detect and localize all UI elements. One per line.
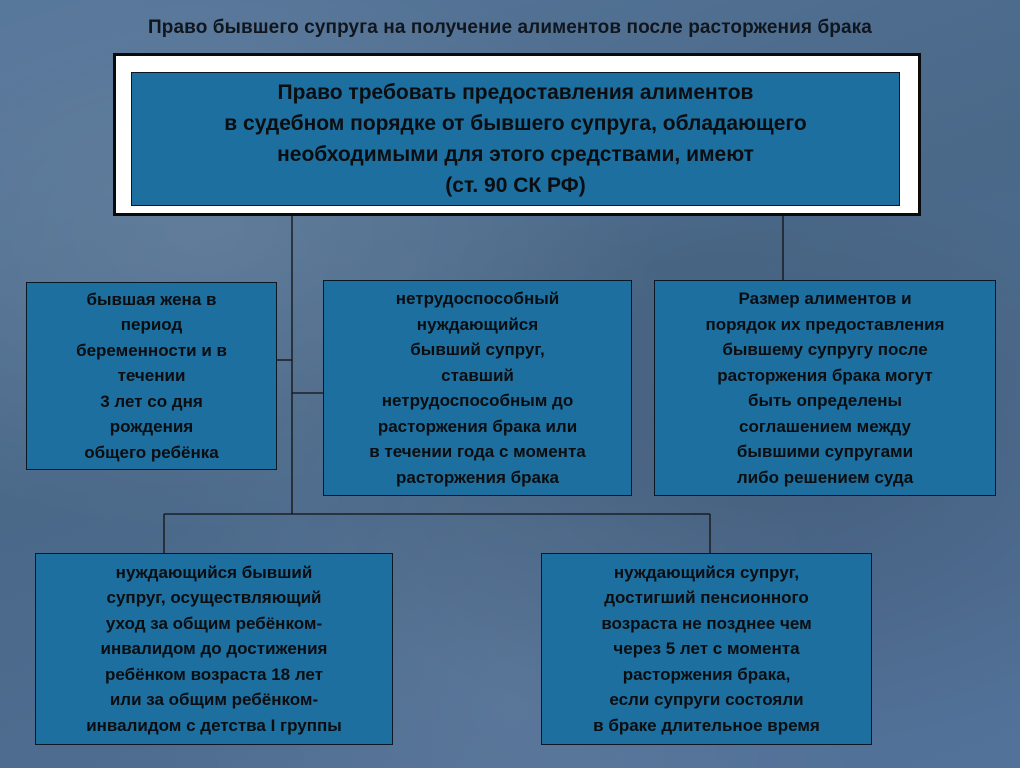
box-alimony-size-text: Размер алиментов и порядок их предоставления бывшему супругу после расторжения брака могут быть определены соглашением между бывшими супругами либо решением суда [705,289,945,487]
box-pregnant-wife-text: бывшая жена в период беременности и в течении 3 лет со дня рождения общего ребёнка [76,289,227,462]
box-pension-age-spouse-text: нуждающийся супруг, достигший пенсионного возраста не позднее чем через 5 лет с момента расторжения брака, если супруги состояли в браке длительное время [593,562,820,735]
box-disabled-spouse [323,280,632,496]
box-pregnant-wife [26,282,277,470]
box-pension-age-spouse [541,553,872,745]
main-box [131,72,900,206]
box-disabled-child-caregiver [35,553,393,745]
box-disabled-child-caregiver-text: нуждающийся бывший супруг, осуществляющий уход за общим ребёнком- инвалидом до достижения ребёнком возраста 18 лет или за общим ребёнком- инвалидом с детства I группы [86,562,342,735]
slide-title: Право бывшего супруга на получение алиментов после расторжения брака [148,17,872,38]
main-box-text: Право требовать предоставления алиментов в судебном порядке от бывшего супруга, обладающего необходимыми для этого средствами, имеют (ст. 90 СК РФ) [224,81,807,197]
box-alimony-size [654,280,996,496]
box-disabled-spouse-text: нетрудоспособный нуждающийся бывший супруг, ставший нетрудоспособным до расторжения брака или в течении года с момента расторжения брака [369,289,586,487]
